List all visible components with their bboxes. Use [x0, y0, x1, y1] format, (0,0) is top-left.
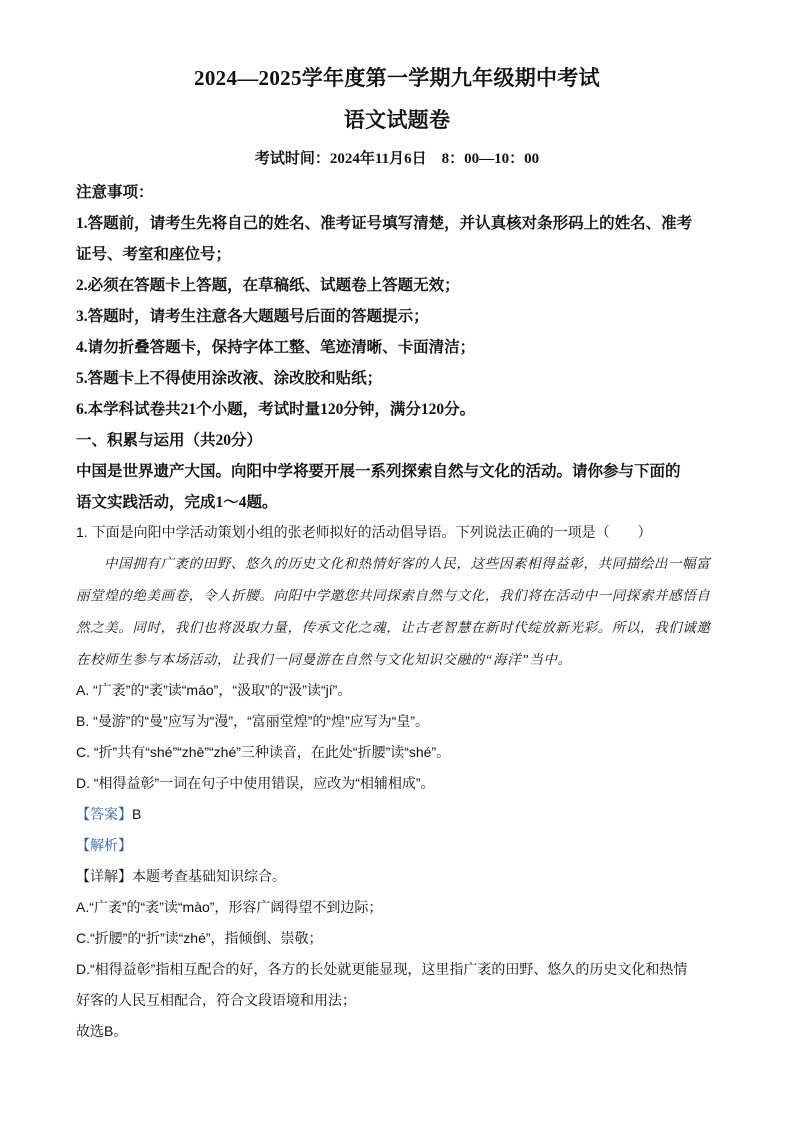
section-1-intro-line-2: 语文实践活动，完成1～4题。 — [76, 494, 278, 511]
section-1-heading: 一、积累与运用（共20分） — [76, 432, 263, 449]
explanation-a: A.“广袤”的“袤”读“mào”，形容广阔得望不到边际； — [76, 899, 383, 915]
exam-time: 考试时间：2024年11月6日 8：00—10：00 — [254, 151, 540, 167]
conclusion: 故选B。 — [76, 1023, 128, 1039]
notice-item-5: 5.答题卡上不得使用涂改液、涂改胶和贴纸； — [76, 370, 383, 387]
notice-item-6: 6.本学科试卷共21个小题，考试时量120分钟，满分120分。 — [76, 401, 476, 418]
detail-tag: 【详解】 — [76, 868, 132, 884]
explanation-c: C.“折腰”的“折”读“zhé”，指倾倒、崇敬； — [76, 930, 323, 946]
exam-title: 2024—2025学年度第一学期九年级期中考试 — [194, 66, 600, 90]
detail-text: 本题考查基础知识综合。 — [132, 868, 286, 884]
answer-tag: 【答案】 — [76, 806, 132, 822]
passage-line-4: 在校师生参与本场活动，让我们一同曼游在自然与文化知识交融的“海洋”当中。 — [76, 652, 572, 667]
option-a: A. “广袤”的“袤”读“máo”，“汲取”的“汲”读“jí”。 — [76, 682, 352, 698]
option-b: B. “曼游”的“曼”应写为“漫”，“富丽堂煌”的“煌”应写为“皇”。 — [76, 713, 430, 729]
detail-line — [76, 866, 726, 886]
option-d: D. “相得益彰”一词在句子中使用错误，应改为“相辅相成”。 — [76, 775, 435, 791]
analysis-tag: 【解析】 — [76, 837, 132, 853]
notice-item-3: 3.答题时，请考生注意各大题题号后面的答题提示； — [76, 308, 429, 325]
passage-line-3: 然之美。同时，我们也将汲取力量，传承文化之魂，让古老智慧在新时代绽放新光彩。所以，我们诚邀 — [76, 620, 711, 635]
notice-item-1-line-2: 证号、考室和座位号； — [76, 246, 232, 263]
section-1-intro-line-1: 中国是世界遗产大国。向阳中学将要开展一系列探索自然与文化的活动。请你参与下面的 — [76, 463, 681, 480]
passage-line-1: 中国拥有广袤的田野、悠久的历史文化和热情好客的人民，这些因素相得益彰，共同描绘出一幅富 — [104, 556, 711, 571]
exam-subtitle: 语文试题卷 — [343, 108, 451, 132]
explanation-d-line-1: D.“相得益彰”指相互配合的好，各方的长处就更能显现，这里指广袤的田野、悠久的历史文化和热情 — [76, 961, 688, 977]
question-1-stem: 1. 下面是向阳中学活动策划小组的张老师拟好的活动倡导语。下列说法正确的一项是（ ） — [76, 524, 652, 540]
notice-item-1-line-1: 1.答题前，请考生先将自己的姓名、准考证号填写清楚，并认真核对条形码上的姓名、准考 — [76, 215, 693, 232]
answer-value: B — [132, 806, 142, 822]
explanation-d-line-2: 好客的人民互相配合，符合文段语境和用法； — [76, 992, 356, 1008]
notice-heading: 注意事项： — [76, 184, 154, 201]
passage-line-2: 丽堂煌的绝美画卷，令人折腰。向阳中学邀您共同探索自然与文化，我们将在活动中一同探索并感悟自 — [76, 588, 711, 603]
answer-line — [76, 804, 726, 824]
option-c: C. “折”共有“shé”“zhē”“zhé”三种读音，在此处“折腰”读“shé”。 — [76, 744, 451, 760]
notice-item-2: 2.必须在答题卡上答题，在草稿纸、试题卷上答题无效； — [76, 277, 460, 294]
notice-item-4: 4.请勿折叠答题卡，保持字体工整、笔迹清晰、卡面清洁； — [76, 339, 476, 356]
